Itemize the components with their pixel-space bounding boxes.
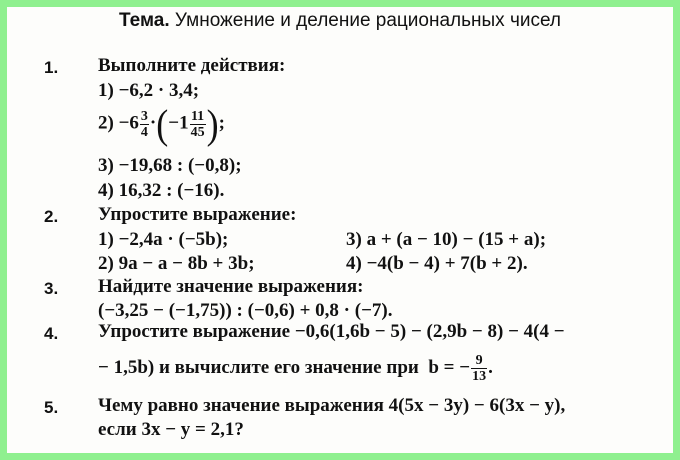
fraction-11-45: $\frac{11}{45}$: [190, 108, 205, 140]
task-1-number: 1.: [44, 58, 59, 77]
fraction-9-13: $\frac{9}{13}$: [472, 353, 487, 384]
task-3-number: 3.: [44, 279, 59, 298]
task-2-item-1: 1) −2,4a · (−5b);: [98, 229, 229, 250]
task-1-item-2: 2) −6 $\frac{3}{4}$ ·(−1 $\frac{11}{45}$ );: [98, 101, 225, 147]
task-4-number: 4.: [44, 324, 59, 343]
task-4-line-2: − 1,5b) и вычислите его значение при b = − $\frac{9}{13}$ .: [98, 353, 493, 384]
page-title: Тема. Умножение и деление рациональных чисел: [119, 10, 561, 31]
task-5-line-2: если 3x − y = 2,1?: [98, 419, 244, 440]
task-2-item-2: 2) 9a − a − 8b + 3b;: [98, 253, 255, 274]
task-1-item-3: 3) −19,68 : (−0,8);: [98, 155, 242, 176]
task-3-heading: Найдите значение выражения:: [98, 276, 364, 297]
task-4-line-1: Упростите выражение −0,6(1,6b − 5) − (2,9b − 8) − 4(4 −: [98, 321, 565, 342]
task-2-item-4: 4) −4(b − 4) + 7(b + 2).: [346, 253, 528, 274]
task-2-number: 2.: [44, 207, 59, 226]
task-5-line-1: Чему равно значение выражения 4(5x − 3y) − 6(3x − y),: [98, 395, 566, 416]
task-5-number: 5.: [44, 398, 59, 417]
task-3-expression: (−3,25 − (−1,75)) : (−0,6) + 0,8 · (−7).: [98, 300, 393, 321]
task-1-item-4: 4) 16,32 : (−16).: [98, 180, 225, 201]
task-1-item-1: 1) −6,2 · 3,4;: [98, 80, 200, 101]
task-1-heading: Выполните действия:: [98, 55, 286, 76]
fraction-3-4: $\frac{3}{4}$: [140, 108, 148, 140]
task-2-heading: Упростите выражение:: [98, 204, 297, 225]
task-2-item-3: 3) a + (a − 10) − (15 + a);: [346, 229, 547, 250]
